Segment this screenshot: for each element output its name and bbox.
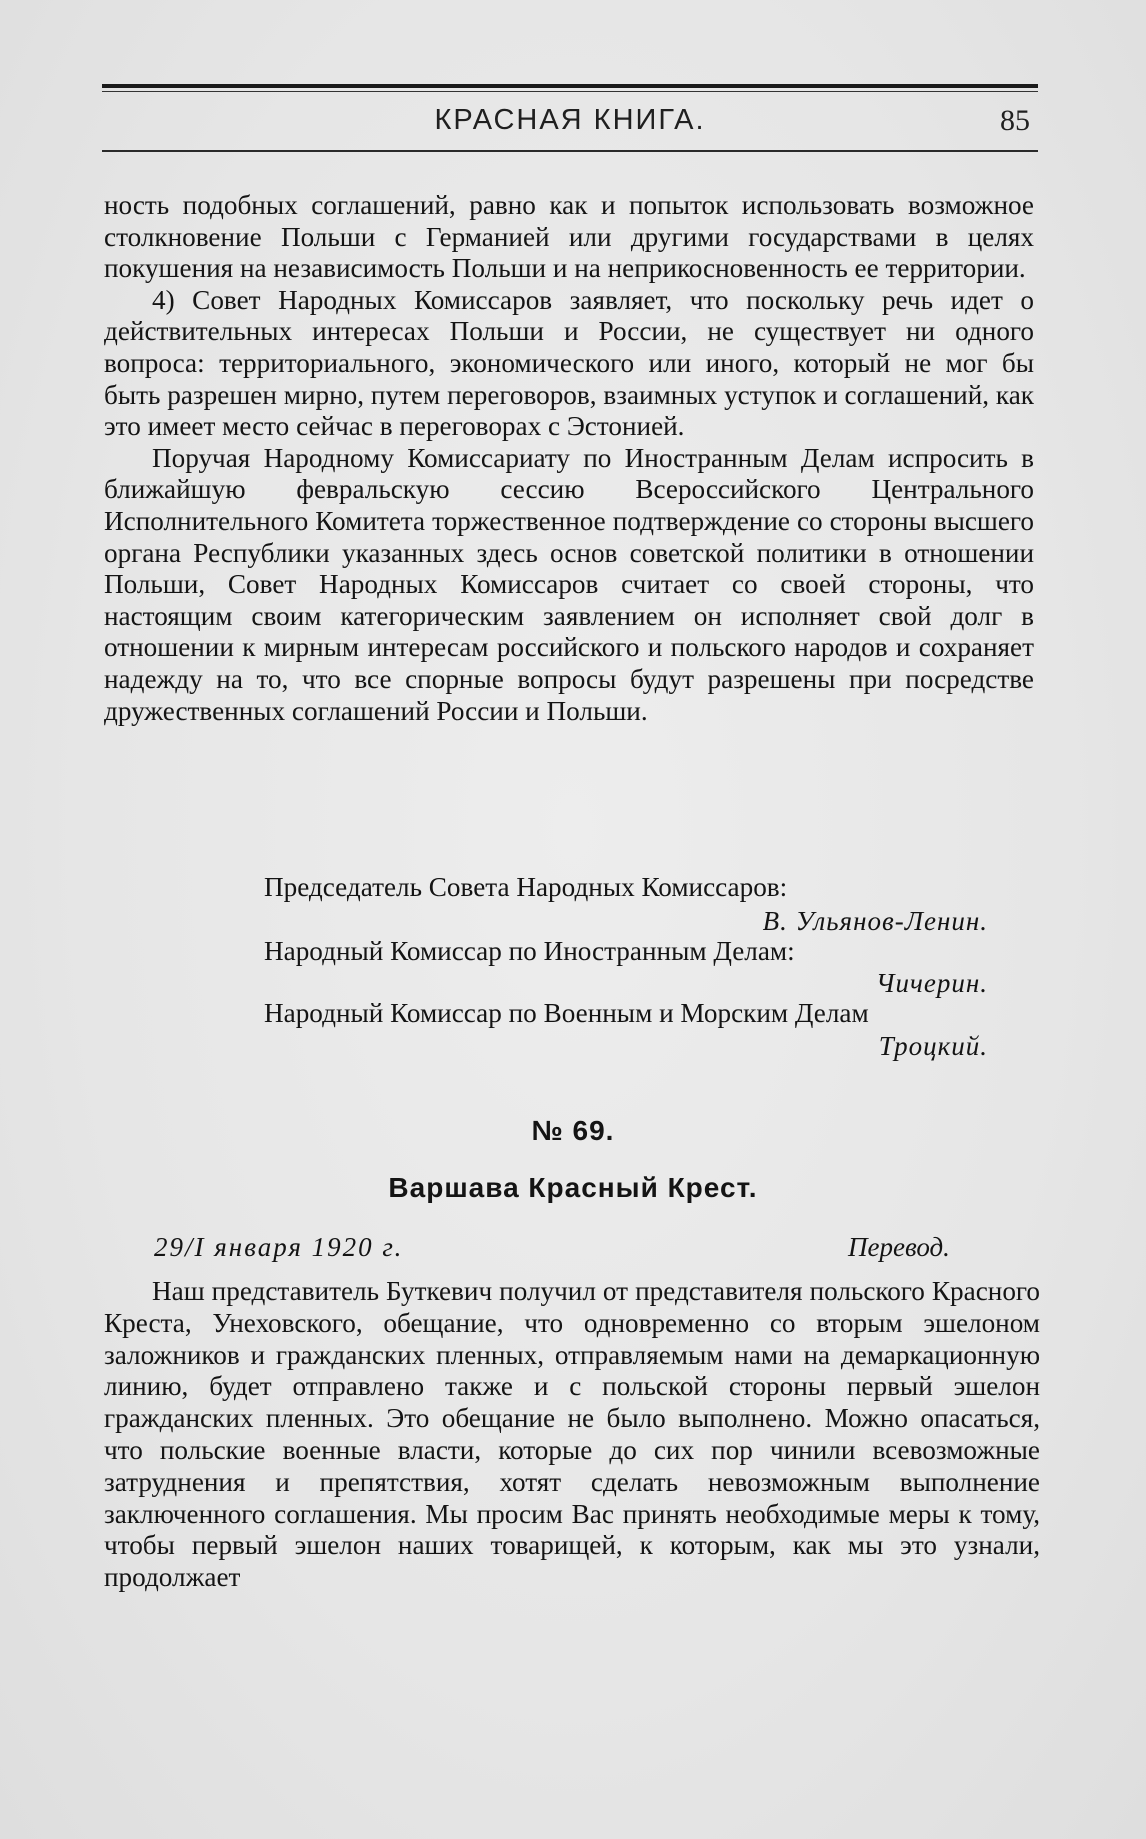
header-rule-thick [102, 84, 1038, 88]
signature-title-3: Народный Комиссар по Военным и Морским Делам [264, 998, 869, 1028]
paragraph-point-4: 4) Совет Народных Комиссаров заявляет, что поскольку речь идет о действительных интересах Польши и России, не существует ни одного вопроса: территориального, экономического или иного, который не мог бы быть разрешен мирно, путем переговоров, взаимных уступок и соглашений, как это имеет место сейчас в переговорах с Эстонией. [104, 284, 1034, 442]
declaration-text [104, 190, 1034, 727]
signature-title-2: Народный Комиссар по Иностранным Делам: [264, 936, 795, 966]
signature-name-1: В. Ульянов-Ленин. [762, 906, 988, 936]
header-rule-thin [102, 91, 1038, 92]
header-rule-bottom [102, 150, 1038, 152]
paragraph-closing: Поручая Народному Комиссариату по Иностранным Делам испросить в ближайшую февральскую сессию Всероссийского Центрального Исполнительного Комитета торжественное подтверждение со стороны высшего органа Республики указанных здесь основ советской политики в отношении Польши, Совет Народных Комиссаров считает со своей стороны, что настоящим своим категорическим заявлением он исполняет свой долг в отношении к мирным интересам российского и польского народов и сохраняет надежду на то, что все спорные вопросы будут разрешены при посредстве дружественных соглашений России и Польши. [104, 442, 1034, 726]
page-header [102, 104, 1038, 140]
translation-note: Перевод. [848, 1232, 950, 1262]
paragraph-continuation: ность подобных соглашений, равно как и попыток использовать возможное столкновение Польши с Германией или другими государствами в целях покушения на независимость Польши и на неприкосновенность ее территории. [104, 190, 1034, 284]
running-title: КРАСНАЯ КНИГА. [434, 104, 706, 136]
document-date: 29/I января 1920 г. [154, 1232, 404, 1262]
document-number: № 69. [531, 1115, 615, 1146]
telegram-paragraph: Наш представитель Буткевич получил от представителя польского Красного Креста, Унеховского, обещание, что одновременно со вторым эшелоном заложников и гражданских пленных, отправляемым нами на демаркационную линию, будет отправлено также и с польской стороны первый эшелон гражданских пленных. Это обещание не было выполнено. Можно опасаться, что польские военные власти, которые до сих пор чинили всевозможные затруднения и препятствия, хотят сделать невозможным выполнение заключенного соглашения. Мы просим Вас принять необходимые меры к тому, чтобы первый эшелон наших товарищей, к которым, как мы это узнали, продолжает [104, 1276, 1040, 1593]
signature-name-3: Троцкий. [878, 1031, 988, 1061]
signature-title-1: Председатель Совета Народных Комиссаров: [264, 872, 788, 902]
page-number: 85 [1000, 104, 1030, 137]
telegram-text [104, 1276, 1040, 1594]
document-title: Варшава Красный Крест. [388, 1172, 758, 1203]
signature-name-2: Чичерин. [875, 968, 988, 998]
